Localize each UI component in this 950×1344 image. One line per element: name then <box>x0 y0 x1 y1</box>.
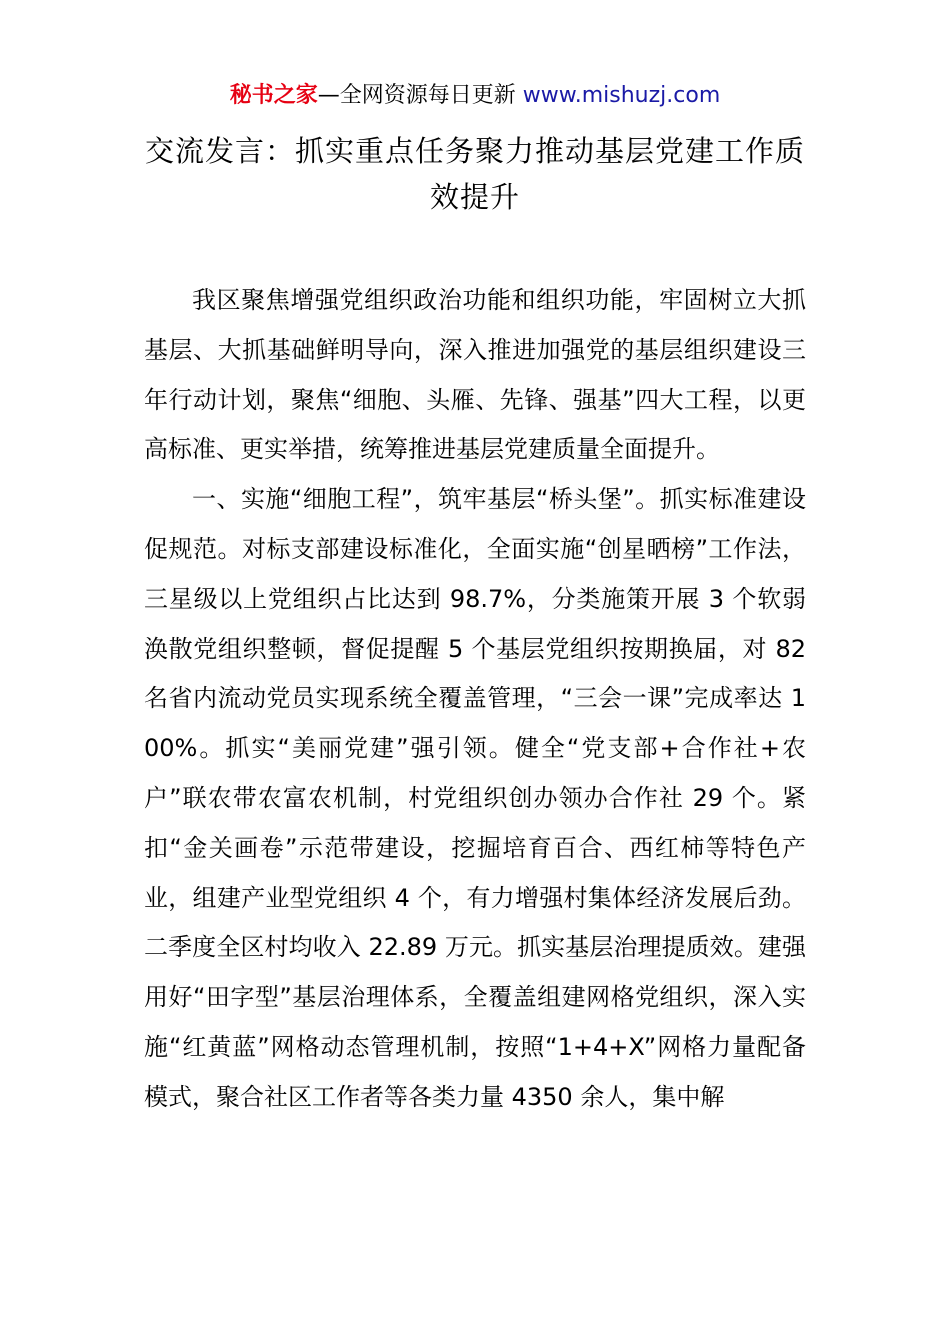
document-body <box>144 276 806 1123</box>
brand-name: 秘书之家 <box>229 83 318 108</box>
site-url-link[interactable]: www.mishuzj.com <box>522 83 721 108</box>
paragraph-intro: 我区聚焦增强党组织政治功能和组织功能，牢固树立大抓基层、大抓基础鲜明导向，深入推进加强党的基层组织建设三年行动计划，聚焦“细胞、头雁、先锋、强基”四大工程，以更高标准、更实举措，统筹推进基层党建质量全面提升。 <box>144 286 806 464</box>
header-tagline: —全网资源每日更新 <box>317 83 516 108</box>
paragraph-section-one: 一、实施“细胞工程”，筑牢基层“桥头堡”。抓实标准建设促规范。对标支部建设标准化，全面实施“创星晒榜”工作法，三星级以上党组织占比达到 98.7%，分类施策开展 3 个软弱涣散党组织整顿，督促提醒 5 个基层党组织按期换届，对 82 名省内流动党员实现系统全覆盖管理，“三会一课”完成率达 100%。抓实“美丽党建”强引领。健全“党支部+合作社+农户”联农带农富农机制，村党组织创办领办合作社 29 个。紧扣“金关画卷”示范带建设，挖掘培育百合、西红柿等特色产业，组建产业型党组织 4 个，有力增强村集体经济发展后劲。二季度全区村均收入 22.89 万元。抓实基层治理提质效。建强用好“田字型”基层治理体系，全覆盖组建网格党组织，深入实施“红黄蓝”网格动态管理机制，按照“1+4+X”网格力量配备模式，聚合社区工作者等各类力量 4350 余人，集中解 <box>144 485 806 1111</box>
document-title: 交流发言：抓实重点任务聚力推动基层党建工作质效提升 <box>144 134 805 214</box>
site-header <box>0 80 950 112</box>
